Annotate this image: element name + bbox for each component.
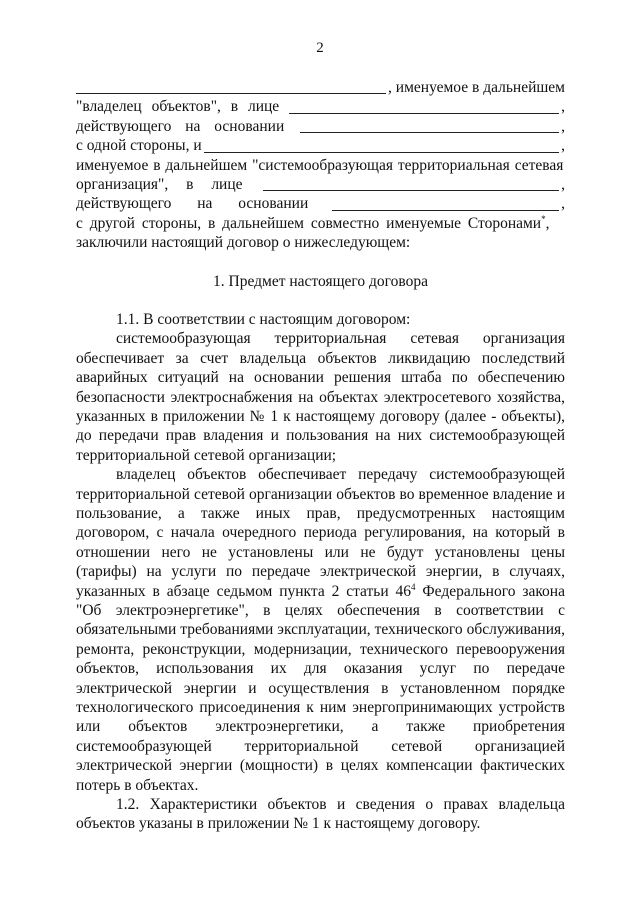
paragraph-text: владелец объектов обеспечивает передачу системообразующей территориальной сетевой организации объектов во временное владение и пользование, а также иных прав, предусмотренных настоящим договором, с начала очередного периода регулирования, на который в отношении него не установлены или не будут установлены цены (тарифы) на услуги по передаче электрической энергии, в случаях, указанных в абзаце седьмом пункта 2 статьи 46 — [76, 466, 565, 600]
section-heading: 1. Предмет настоящего договора — [213, 272, 428, 290]
blank-owner-basis[interactable] — [300, 118, 559, 133]
intro-line-7 — [76, 194, 565, 213]
intro-line-6 — [76, 175, 565, 194]
clause-1-1-paragraph-a: системообразующая территориальная сетевая организация обеспечивает за счет владельца объектов ликвидацию последствий аварийных ситуаций на основании решения штаба по обеспечению безопасности электроснабжения на объектах электросетевого хозяйства, указанных в приложении № 1 к настоящему договору (далее - объекты), до передачи прав владения и пользования на них системообразующей территориальной сетевой организации; — [76, 330, 565, 464]
intro-line-2 — [76, 97, 565, 116]
intro-text: с другой стороны, в дальнейшем совместно именуемые Сторонами — [76, 214, 542, 232]
intro-text: , именуемое в дальнейшем — [388, 78, 565, 96]
blank-party-1-name[interactable] — [76, 79, 386, 94]
footnote-marker: * — [541, 213, 546, 224]
intro-text: организация", в лице — [76, 175, 243, 193]
intro-text: "владелец объектов", в лице — [76, 98, 280, 116]
intro-text: с одной стороны, и — [76, 137, 202, 155]
clause-1-2: 1.2. Характеристики объектов и сведения о правах владельца объектов указаны в приложении № 1 к настоящему договору. — [76, 796, 565, 833]
intro-line-8 — [76, 214, 565, 233]
intro-line-1 — [76, 78, 565, 97]
intro-text: , — [561, 195, 565, 213]
intro-text: , — [561, 137, 565, 155]
superscript-article: 4 — [411, 581, 416, 592]
intro-line-9: заключили настоящий договор о нижеследующем: — [76, 234, 411, 252]
intro-text: действующего на основании — [76, 195, 309, 213]
blank-network-representative[interactable] — [263, 176, 560, 191]
intro-line-4 — [76, 136, 565, 155]
intro-line-3 — [76, 117, 565, 136]
blank-network-basis[interactable] — [332, 196, 559, 211]
page-number: 2 — [316, 40, 324, 56]
clause-1-1-intro: 1.1. В соответствии с настоящим договором: — [116, 310, 411, 328]
blank-owner-representative[interactable] — [289, 99, 559, 114]
intro-text: , — [545, 214, 550, 232]
paragraph-text: Федерального закона "Об электроэнергетике", в целях обеспечения в соответствии с обязательными требованиями эксплуатации, технического обслуживания, ремонта, реконструкции, модернизации, технического перевооружения объектов, использования их для оказания услуг по передаче электрической энергии и осуществления в установленном порядке технологического присоединения к ним энергопринимающих устройств или объектов электроэнергетики, а также приобретения системообразующей территориальной сетевой организацией электрической энергии (мощности) в целях компенсации фактических потерь в объектах. — [76, 582, 565, 794]
intro-text: , — [561, 117, 565, 135]
blank-party-2-name[interactable] — [204, 138, 560, 153]
document-body — [76, 78, 565, 834]
intro-text: , — [561, 98, 565, 116]
intro-text: действующего на основании — [76, 117, 285, 135]
clause-1-1-paragraph-b — [76, 465, 565, 795]
intro-line-5: именуемое в дальнейшем "системообразующая территориальная сетевая — [76, 156, 564, 174]
intro-text: , — [561, 175, 565, 193]
